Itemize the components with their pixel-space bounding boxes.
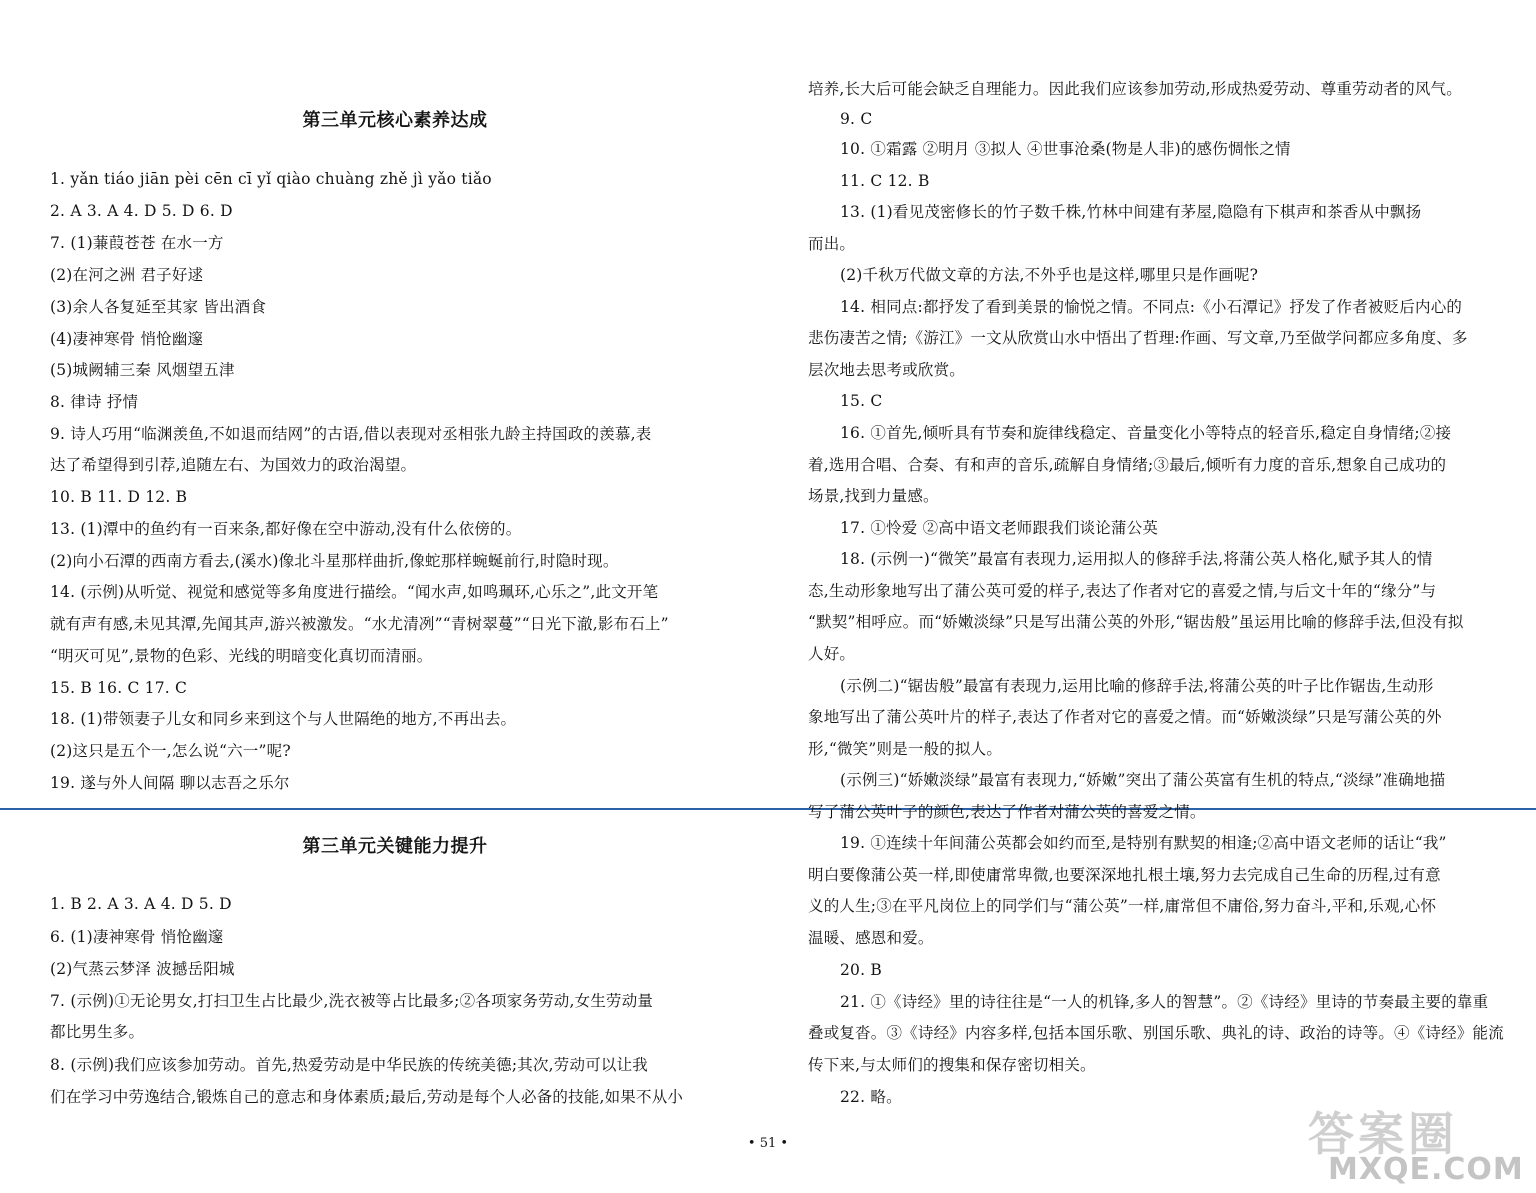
answer-line: 都比男生多。 — [50, 1023, 145, 1041]
answer-line: 14. (示例)从听觉、视觉和感觉等多角度进行描绘。“闻水声,如鸣珮环,心乐之”,此文开笔 — [50, 583, 659, 601]
answer-line: 11. C 12. B — [840, 172, 930, 190]
section-title-key-ability: 第三单元关键能力提升 — [302, 836, 488, 857]
page-number: • 51 • — [747, 1136, 789, 1151]
answer-line: 21. ①《诗经》里的诗往往是“一人的机锋,多人的智慧”。②《诗经》里诗的节奏最主要的靠重 — [840, 993, 1489, 1011]
answer-line: “明灭可见”,景物的色彩、光线的明暗变化真切而清丽。 — [50, 647, 433, 665]
answer-line: (2)向小石潭的西南方看去,(溪水)像北斗星那样曲折,像蛇那样蜿蜒前行,时隐时现。 — [50, 552, 619, 570]
answer-line: 明白要像蒲公英一样,即使庸常卑微,也要深深地扎根土壤,努力去完成自己生命的历程,过有意 — [808, 866, 1441, 884]
answer-line: 形,“微笑”则是一般的拟人。 — [808, 740, 1003, 758]
answer-line: 态,生动形象地写出了蒲公英可爱的样子,表达了作者对它的喜爱之情,与后文十年的“缘分”与 — [808, 582, 1437, 600]
answer-line: 培养,长大后可能会缺乏自理能力。因此我们应该参加劳动,形成热爱劳动、尊重劳动者的风气。 — [808, 80, 1462, 98]
answer-line: (2)在河之洲 君子好逑 — [50, 266, 204, 284]
answer-line: “默契”相呼应。而“娇嫩淡绿”只是写出蒲公英的外形,“锯齿般”虽运用比喻的修辞手法,但没有拟 — [808, 613, 1464, 631]
answer-line: 温暖、感恩和爱。 — [808, 929, 934, 947]
answer-line: 13. (1)看见茂密修长的竹子数千株,竹林中间建有茅屋,隐隐有下棋声和茶香从中飘扬 — [840, 203, 1422, 221]
answer-line: 10. B 11. D 12. B — [50, 488, 188, 506]
answer-line: 8. (示例)我们应该参加劳动。首先,热爱劳动是中华民族的传统美德;其次,劳动可以让我 — [50, 1056, 648, 1074]
watermark-url: MXQE.COM — [1328, 1152, 1524, 1187]
answer-line: 9. C — [840, 110, 873, 128]
answer-line: 悲伤凄苦之情;《游江》一文从欣赏山水中悟出了哲理:作画、写文章,乃至做学问都应多角度、多 — [808, 329, 1468, 347]
answer-line: 10. ①霜露 ②明月 ③拟人 ④世事沧桑(物是人非)的感伤惆怅之情 — [840, 140, 1291, 158]
section-title-core-literacy: 第三单元核心素养达成 — [302, 110, 488, 131]
answer-line: 场景,找到力量感。 — [808, 487, 939, 505]
answer-line: 8. 律诗 抒情 — [50, 393, 139, 411]
answer-line: 19. ①连续十年间蒲公英都会如约而至,是特别有默契的相逢;②高中语文老师的话让“我” — [840, 834, 1447, 852]
answer-line: 就有声有感,未见其潭,先闻其声,游兴被激发。“水尤清冽”“青树翠蔓”“日光下澈,影布石上” — [50, 615, 669, 633]
answer-line: (示例三)“娇嫩淡绿”最富有表现力,“娇嫩”突出了蒲公英富有生机的特点,“淡绿”准确地描 — [840, 771, 1446, 789]
answer-line: 叠或复沓。③《诗经》内容多样,包括本国乐歌、别国乐歌、典礼的诗、政治的诗等。④《诗经》能流 — [808, 1024, 1504, 1042]
answer-line: 15. C — [840, 392, 883, 410]
answer-line: 20. B — [840, 961, 882, 979]
answer-line: 19. 遂与外人间隔 聊以志吾之乐尔 — [50, 774, 290, 792]
answer-line: 1. B 2. A 3. A 4. D 5. D — [50, 895, 232, 913]
section-divider — [0, 808, 1536, 810]
answer-line: 7. (示例)①无论男女,打扫卫生占比最少,洗衣被等占比最多;②各项家务劳动,女生劳动量 — [50, 992, 654, 1010]
answer-line: 传下来,与太师们的搜集和保存密切相关。 — [808, 1056, 1096, 1074]
answer-line: 22. 略。 — [840, 1088, 902, 1106]
answer-line: 写了蒲公英叶子的颜色,表达了作者对蒲公英的喜爱之情。 — [808, 803, 1206, 821]
answer-line: 层次地去思考或欣赏。 — [808, 361, 966, 379]
answer-line: 7. (1)蒹葭苍苍 在水一方 — [50, 234, 224, 252]
watermark — [1308, 1098, 1523, 1190]
answer-line: 义的人生;③在平凡岗位上的同学们与“蒲公英”一样,庸常但不庸俗,努力奋斗,平和,乐观,心怀 — [808, 897, 1437, 915]
answer-line: 1. yǎn tiáo jiān pèi cēn cī yǐ qiào chuàng zhě jì yǎo tiǎo — [50, 170, 492, 188]
answer-line: 人好。 — [808, 645, 856, 663]
answer-line: (示例二)“锯齿般”最富有表现力,运用比喻的修辞手法,将蒲公英的叶子比作锯齿,生动形 — [840, 677, 1434, 695]
answer-line: 2. A 3. A 4. D 5. D 6. D — [50, 202, 233, 220]
answer-line: 17. ①怜爱 ②高中语文老师跟我们谈论蒲公英 — [840, 519, 1159, 537]
answer-line: (3)余人各复延至其家 皆出酒食 — [50, 298, 267, 316]
answer-line: 达了希望得到引荐,追随左右、为国效力的政治渴望。 — [50, 456, 417, 474]
answer-line: 们在学习中劳逸结合,锻炼自己的意志和身体素质;最后,劳动是每个人必备的技能,如果不从小 — [50, 1088, 684, 1106]
answer-line: 15. B 16. C 17. C — [50, 679, 188, 697]
answer-line: (2)这只是五个一,怎么说“六一”呢? — [50, 742, 291, 760]
answer-line: 14. 相同点:都抒发了看到美景的愉悦之情。不同点:《小石潭记》抒发了作者被贬后内心的 — [840, 298, 1463, 316]
answer-line: 16. ①首先,倾听具有节奏和旋律线稳定、音量变化小等特点的轻音乐,稳定自身情绪;②接 — [840, 424, 1452, 442]
answer-line: 9. 诗人巧用“临渊羡鱼,不如退而结网”的古语,借以表现对丞相张九龄主持国政的羡慕,表 — [50, 425, 652, 443]
answer-line: (5)城阙辅三秦 风烟望五津 — [50, 361, 235, 379]
answer-line: 18. (示例一)“微笑”最富有表现力,运用拟人的修辞手法,将蒲公英人格化,赋予其人的情 — [840, 550, 1433, 568]
answer-line: 6. (1)凄神寒骨 悄怆幽邃 — [50, 928, 224, 946]
answer-line: 象地写出了蒲公英叶片的样子,表达了作者对它的喜爱之情。而“娇嫩淡绿”只是写蒲公英的外 — [808, 708, 1442, 726]
answer-line: 而出。 — [808, 235, 856, 253]
answer-line: (2)千秋万代做文章的方法,不外乎也是这样,哪里只是作画呢? — [840, 266, 1259, 284]
answer-line: 13. (1)潭中的鱼约有一百来条,都好像在空中游动,没有什么依傍的。 — [50, 520, 522, 538]
answer-line: (2)气蒸云梦泽 波撼岳阳城 — [50, 960, 235, 978]
answer-line: 18. (1)带领妻子儿女和同乡来到这个与人世隔绝的地方,不再出去。 — [50, 710, 517, 728]
answer-line: (4)凄神寒骨 悄怆幽邃 — [50, 330, 204, 348]
answer-line: 着,选用合唱、合奏、有和声的音乐,疏解自身情绪;③最后,倾听有力度的音乐,想象自己成功的 — [808, 456, 1447, 474]
watermark-logo: 答案圈 — [1308, 1107, 1458, 1161]
